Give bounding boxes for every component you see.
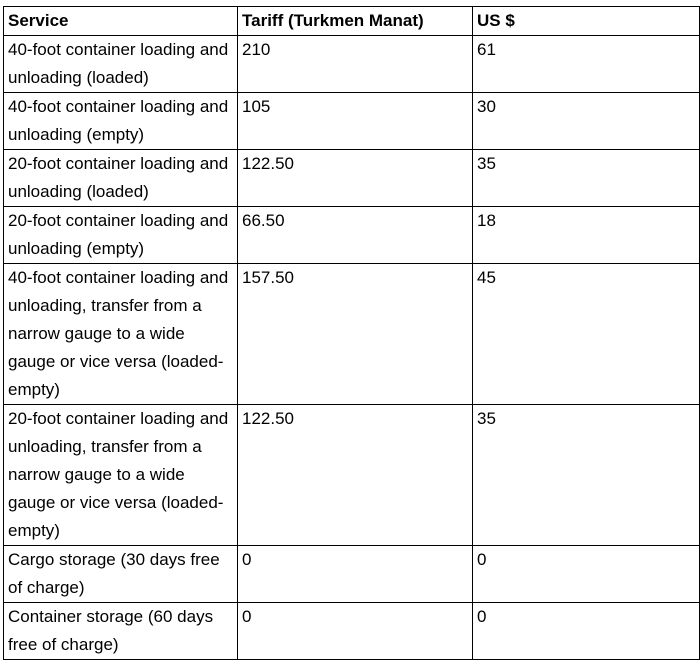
service-cell: 40-foot container loading and unloading, transfer from a narrow gauge to a wide gauge or vice versa (loaded- empty) [4,264,238,405]
header-tariff: Tariff (Turkmen Manat) [238,7,473,36]
usd-cell: 0 [473,603,700,660]
service-cell: Container storage (60 days free of charge) [4,603,238,660]
tariff-cell: 105 [238,93,473,150]
service-cell: 40-foot container loading and unloading (loaded) [4,36,238,93]
service-cell: 20-foot container loading and unloading, transfer from a narrow gauge to a wide gauge or vice versa (loaded- empty) [4,405,238,546]
tariff-cell: 210 [238,36,473,93]
service-cell: 20-foot container loading and unloading (empty) [4,207,238,264]
usd-cell: 18 [473,207,700,264]
table-row [4,150,700,207]
tariff-cell: 66.50 [238,207,473,264]
usd-cell: 0 [473,546,700,603]
table-row [4,405,700,546]
table-row [4,603,700,660]
usd-cell: 45 [473,264,700,405]
service-cell: Cargo storage (30 days free of charge) [4,546,238,603]
tariff-cell: 122.50 [238,405,473,546]
table-row [4,36,700,93]
tariff-cell: 0 [238,546,473,603]
header-service: Service [4,7,238,36]
usd-cell: 35 [473,150,700,207]
header-usd: US $ [473,7,700,36]
tariff-cell: 122.50 [238,150,473,207]
table-header-row [4,7,700,36]
tariff-table [3,6,700,660]
usd-cell: 35 [473,405,700,546]
table-row [4,264,700,405]
service-cell: 20-foot container loading and unloading (loaded) [4,150,238,207]
tariff-cell: 0 [238,603,473,660]
table-row [4,546,700,603]
table-row [4,207,700,264]
tariff-cell: 157.50 [238,264,473,405]
service-cell: 40-foot container loading and unloading (empty) [4,93,238,150]
usd-cell: 61 [473,36,700,93]
usd-cell: 30 [473,93,700,150]
table-row [4,93,700,150]
